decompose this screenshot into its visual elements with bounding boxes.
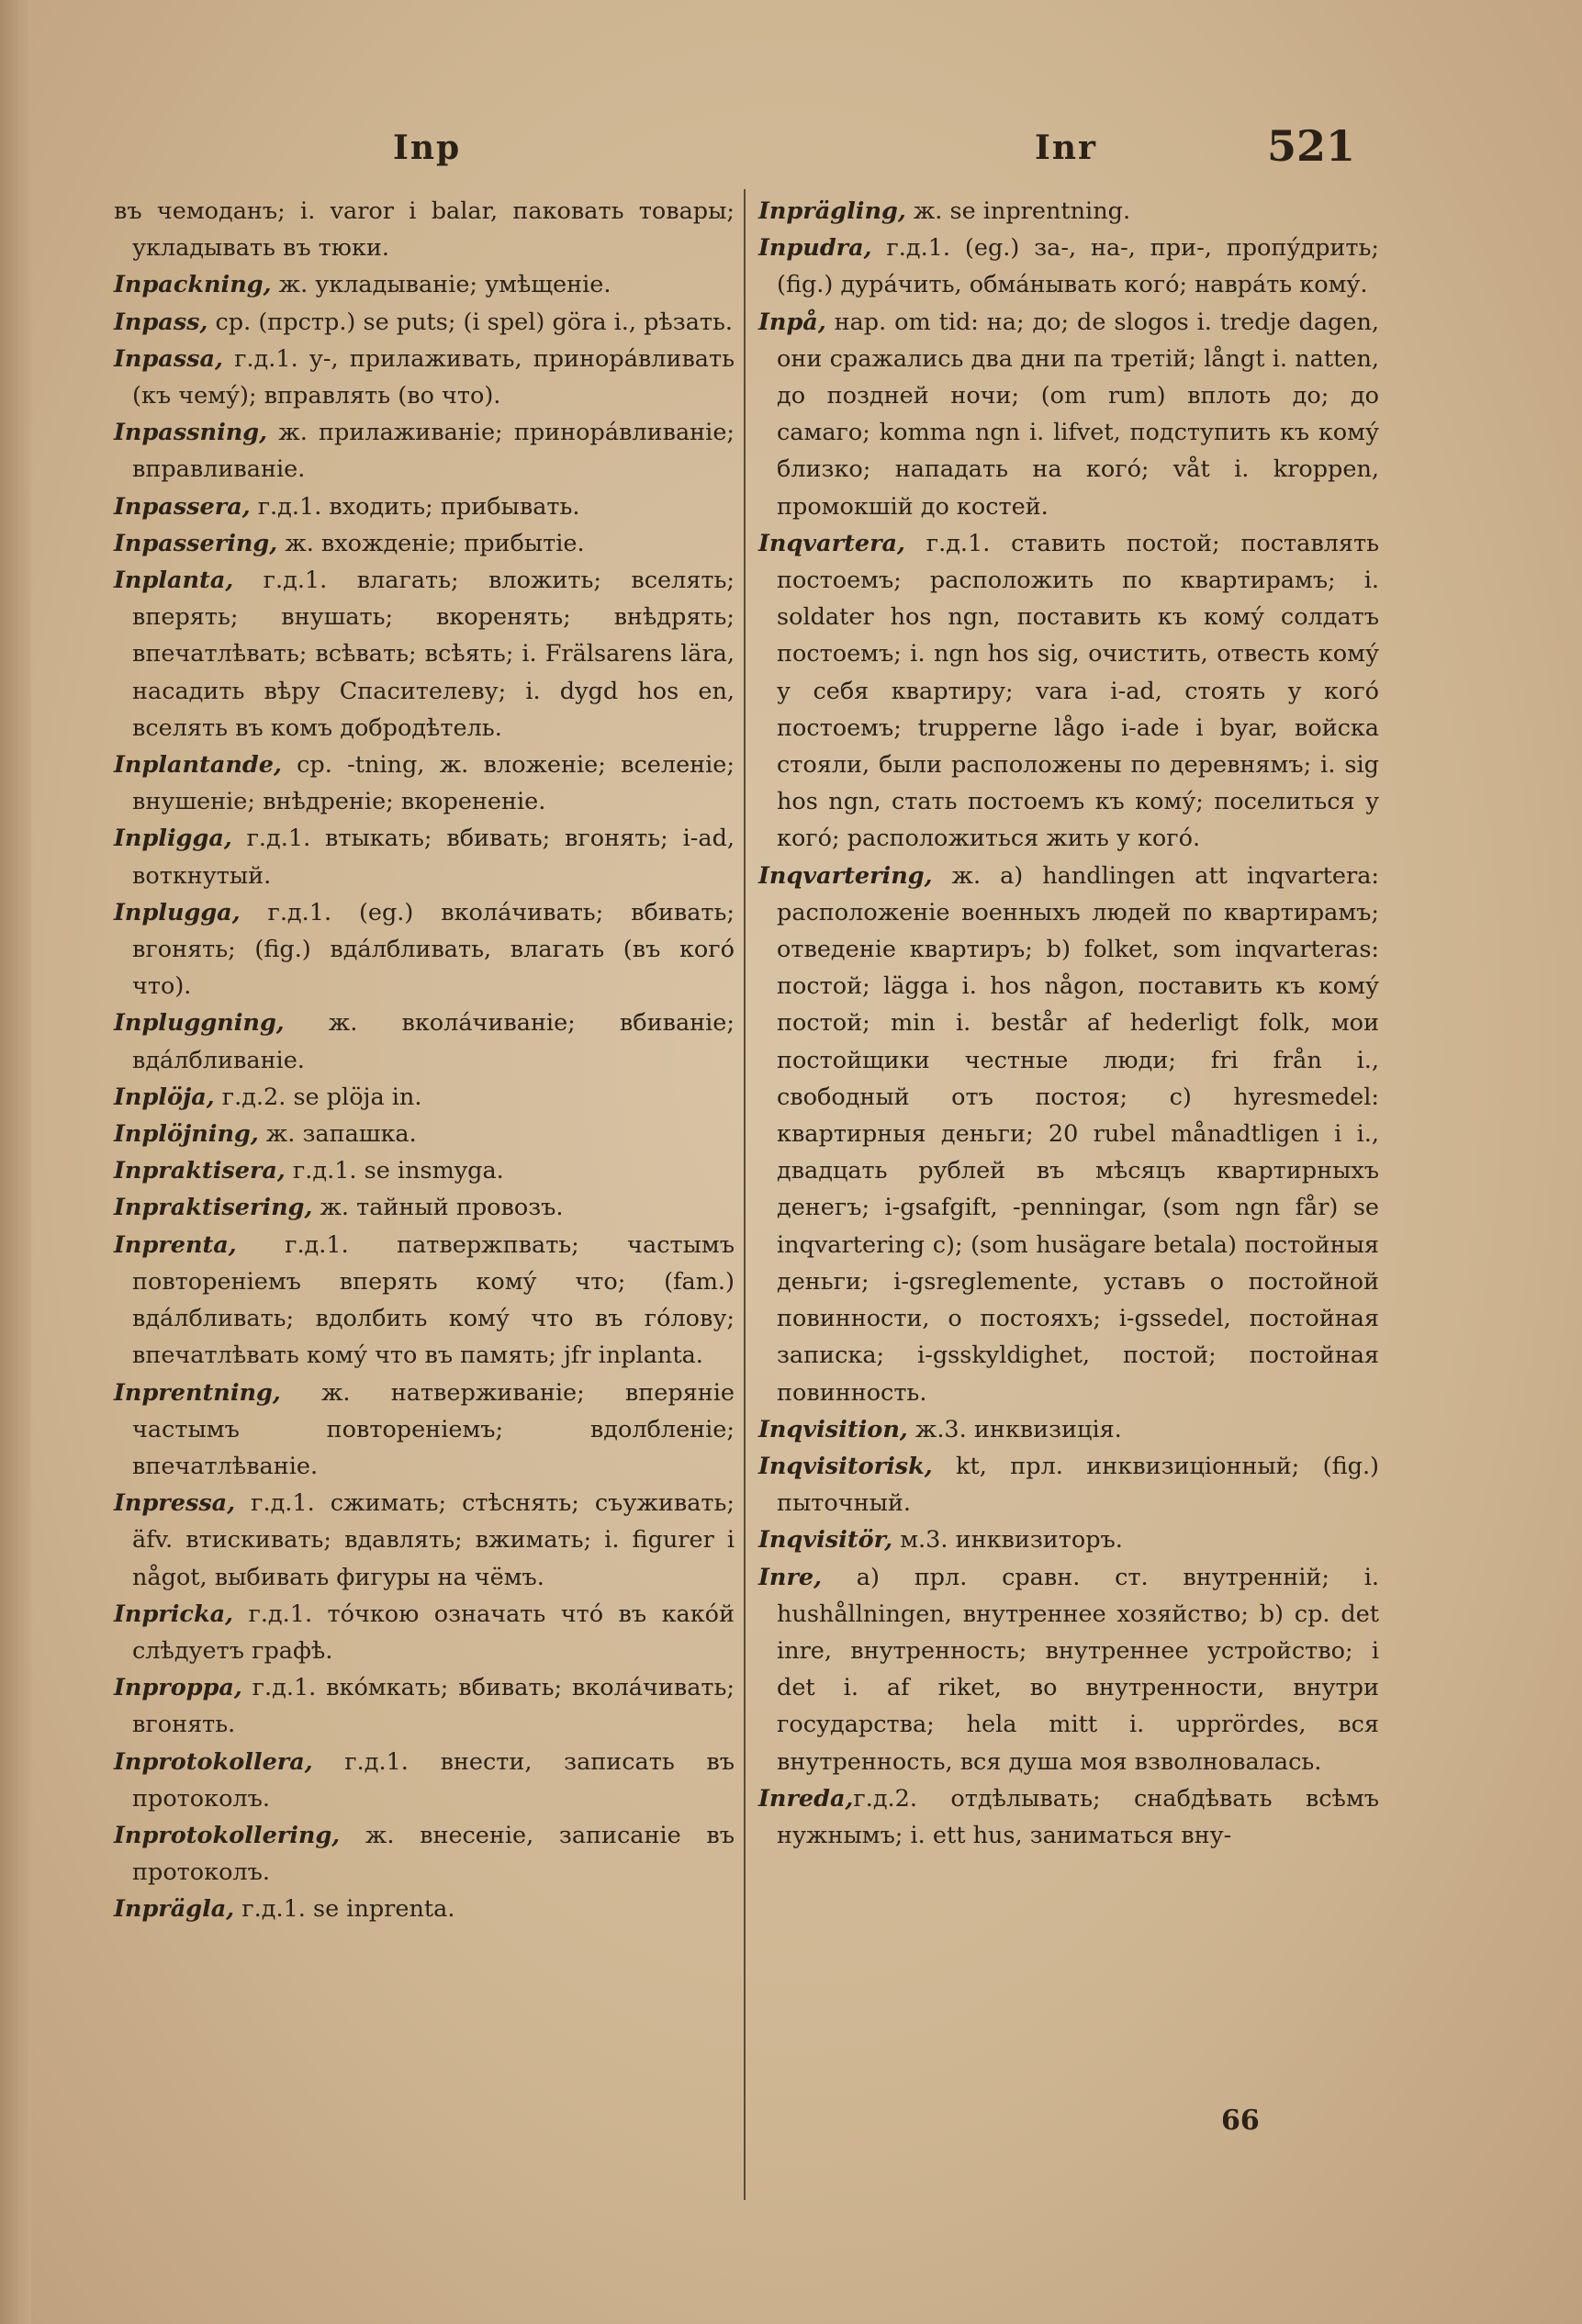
entry-definition: г.д.1. входить; прибывать.	[250, 492, 580, 521]
entry-definition: ж. внесеніе, записаніе въ протоколъ.	[132, 1821, 735, 1887]
entry-headword: Inpassering,	[114, 529, 278, 557]
entry-headword: Inplöja,	[114, 1083, 215, 1111]
dictionary-entry	[758, 1521, 1379, 1558]
entry-definition: ж.3. инквизиція.	[907, 1415, 1122, 1443]
entry-definition: ж. прилаживаніе; принора́вливаніе; вправливаніе.	[132, 419, 735, 484]
entry-headword: Inqvisitör,	[758, 1526, 893, 1555]
dictionary-entry	[114, 1669, 735, 1743]
dictionary-entry	[114, 1227, 735, 1375]
dictionary-entry	[114, 1079, 735, 1116]
dictionary-entry	[114, 820, 735, 893]
entry-headword: Inpraktisering,	[114, 1194, 313, 1222]
entry-definition: г.д.1. se inprenta.	[234, 1895, 455, 1924]
entry-definition: kt, прл. инквизиціонный; (fig.) пыточный.	[777, 1452, 1379, 1518]
dictionary-entry	[114, 1891, 735, 1927]
entry-definition: ср. -tning, ж. вложеніе; вселеніе; внушеніе; внѣдреніе; вкорененіе.	[132, 751, 735, 816]
entry-headword: Inqvisition,	[758, 1415, 908, 1443]
dictionary-entry	[758, 525, 1379, 858]
entry-headword: Inpassera,	[114, 492, 251, 521]
entry-definition: ж. запашка.	[258, 1120, 417, 1149]
dictionary-entry	[114, 1116, 735, 1152]
dictionary-entry	[758, 1448, 1379, 1521]
dictionary-entry	[114, 894, 735, 1005]
dictionary-entry	[758, 1780, 1379, 1854]
entry-headword: Inqvartera,	[758, 529, 905, 557]
entry-definition: г.д.1. патвержпвать; частымъ повтореніемъ вперять кому́ что; (fam.) вда́лбливать; вдолбить кому́ что въ го́лову; впечатлѣвать кому́ что въ память; jfr inplanta.	[132, 1230, 735, 1370]
dictionary-entry	[114, 1152, 735, 1189]
entry-headword: Inpligga,	[114, 825, 232, 853]
entry-definition: г.д.1. ставить постой; поставлять постоемъ; расположить по квартирамъ; i. soldater hos ngn, поставить къ кому́ солдатъ постоемъ; i. ngn hos sig, очистить, отвесть кому́ у себя квартиру; vara i-ad, стоять у кого́ постоемъ; trupperne lågo i-ade i byar, войска стояли, были расположены по деревнямъ; i. sig hos ngn, стать постоемъ къ кому́; поселиться у кого́; расположиться жить у кого́.	[777, 529, 1379, 853]
dictionary-entry	[114, 488, 735, 525]
entry-headword: Inqvartering,	[758, 861, 933, 890]
entry-headword: Inre,	[758, 1563, 823, 1591]
dictionary-entry	[758, 858, 1379, 1411]
entry-headword: Inpricka,	[114, 1600, 234, 1628]
entry-definition: ж. укладываніе; умѣщеніе.	[271, 271, 611, 299]
dictionary-entry	[114, 304, 735, 341]
entry-headword: Inprägling,	[758, 197, 906, 225]
entry-definition: ж. вкола́чиваніе; вбиваніе; вда́лбливаніе.	[132, 1009, 735, 1074]
entry-definition: г.д.1. внести, записать въ протоколъ.	[132, 1747, 735, 1813]
entry-definition: г.д.1. влагать; вложить; вселять; вперять; внушать; вкоренять; внѣдрять; впечатлѣвать; всѣвать; всѣять; i. Frälsarens lära, насадить вѣру Спасителеву; i. dygd hos en, вселять въ комъ добродѣтель.	[132, 567, 735, 742]
header-right-guide-word: Inr	[1035, 129, 1097, 167]
dictionary-entry	[758, 304, 1379, 525]
entry-headword: Inpass,	[114, 308, 208, 336]
entry-headword: Inreda,	[758, 1784, 854, 1813]
entry-definition: ж. натверживаніе; вперяніе частымъ повтореніемъ; вдолбленіе; впечатлѣваніе.	[132, 1378, 735, 1480]
entry-definition: г.д.1. (eg.) за-, на-, при-, пропу́дрить; (fig.) дура́чить, обма́нывать кого́; навра́ть кому́.	[777, 234, 1379, 299]
entry-definition: a) прл. сравн. ст. внутренній; i. hushållningen, внутреннее хозяйство; b) ср. det inre, внутренность; внутреннее устройство; i det i. af riket, во внутренности, внутри государства; hela mitt i. upprördes, вся внутренность, вся душа моя взволновалась.	[777, 1563, 1379, 1776]
entry-headword: Inpassning,	[114, 419, 268, 447]
page-binding-edge	[0, 0, 31, 2324]
entry-definition: г.д.2. se plöja in.	[214, 1083, 422, 1111]
entry-definition: г.д.1. вко́мкать; вбивать; вкола́чивать; вгонять.	[132, 1674, 735, 1739]
entry-definition: ж. se inprentning.	[905, 197, 1131, 225]
entry-definition: г.д.1. у-, прилаживать, принора́вливать (къ чему́); вправлять (во что).	[132, 344, 735, 410]
dictionary-entry	[758, 193, 1379, 230]
header-left-guide-word: Inp	[393, 129, 462, 167]
dictionary-entry	[758, 230, 1379, 303]
signature-mark: 66	[1221, 2105, 1260, 2137]
entry-definition: г.д.1. сжимать; стѣснять; съуживать; äfv. втискивать; вдавлять; вжимать; i. figurer i något, выбивать фигуры на чёмъ.	[132, 1489, 735, 1591]
entry-headword: Inprägla,	[114, 1895, 235, 1924]
dictionary-entry	[758, 1559, 1379, 1780]
page-number: 521	[1267, 121, 1356, 171]
dictionary-entry	[758, 1411, 1379, 1448]
dictionary-entry	[114, 414, 735, 488]
entry-headword: Inpackning,	[114, 271, 272, 299]
entry-headword: Inpluggning,	[114, 1009, 285, 1038]
entry-definition: г.д.1. se insmyga.	[285, 1157, 504, 1185]
dictionary-entry	[114, 747, 735, 820]
entry-definition: г.д.1. втыкать; вбивать; вгонять; i-ad, воткнутый.	[132, 825, 735, 890]
dictionary-entry	[114, 1375, 735, 1486]
left-column	[114, 193, 735, 1928]
dictionary-entry	[114, 1189, 735, 1226]
entry-definition: ж. тайный провозъ.	[312, 1194, 564, 1222]
entry-headword: Inproppa,	[114, 1674, 242, 1702]
dictionary-entry	[114, 1485, 735, 1596]
dictionary-entry	[114, 266, 735, 303]
dictionary-entry	[114, 562, 735, 747]
entry-headword: Inprotokollera,	[114, 1747, 313, 1776]
entry-definition: нар. om tid: на; до; de slogos i. tredje dagen, они сражались два дни па третій; långt i. natten, до поздней ночи; (om rum) вплоть до; до самаго; komma ngn i. lifvet, подступить къ кому́ близко; нападать на кого́; våt i. kroppen, промокшій до костей.	[777, 308, 1379, 521]
entry-headword: Inqvisitorisk,	[758, 1452, 933, 1480]
entry-definition: м.3. инквизиторъ.	[892, 1526, 1123, 1555]
entry-definition: г.д.1. то́чкою означать что́ въ како́й слѣдуетъ графѣ.	[132, 1600, 735, 1665]
entry-headword: Inpraktisera,	[114, 1157, 286, 1185]
dictionary-entry	[114, 193, 735, 266]
entry-headword: Inplanta,	[114, 567, 234, 595]
dictionary-entry	[114, 1596, 735, 1669]
entry-definition: г.д.2. отдѣлывать; снабдѣвать всѣмъ нужнымъ; i. ett hus, заниматься вну-	[777, 1784, 1379, 1849]
entry-headword: Inpå,	[758, 308, 826, 336]
entry-headword: Inpassa,	[114, 344, 223, 373]
page-header	[0, 121, 1582, 176]
entry-headword: Inplöjning,	[114, 1120, 259, 1149]
dictionary-entry	[114, 1817, 735, 1891]
column-divider	[744, 189, 746, 2200]
dictionary-entry	[114, 1005, 735, 1078]
dictionary-entry	[114, 525, 735, 562]
dictionary-entry	[114, 1744, 735, 1817]
entry-headword: Inprentning,	[114, 1378, 281, 1407]
entry-headword: Inplantande,	[114, 751, 282, 780]
entry-headword: Inprenta,	[114, 1230, 237, 1259]
entry-headword: Inpudra,	[758, 234, 872, 263]
right-column	[758, 193, 1379, 1854]
entry-definition: ср. (прстр.) se puts; (i spel) göra i., рѣзать.	[208, 308, 734, 336]
entry-headword: Inprotokollering,	[114, 1821, 341, 1849]
entry-headword: Inplugga,	[114, 898, 241, 926]
entry-definition: въ чемоданъ; i. varor i balar, паковать товары; укладывать въ тюки.	[114, 197, 735, 263]
dictionary-entry	[114, 341, 735, 414]
entry-headword: Inpressa,	[114, 1489, 236, 1518]
entry-definition: ж. вхожденіе; прибытіе.	[277, 529, 585, 557]
entry-definition: ж. a) handlingen att inqvartera: расположеніе военныхъ людей по квартирамъ; отведеніе квартиръ; b) folket, som inqvarteras: постой; lägga i. hos någon, поставить къ кому́ постой; min i. består af hederligt folk, мои постойщики честные люди; fri från i., свободный отъ постоя; c) hyresmedel: квартирныя деньги; 20 rubel månadtligen i i., двадцать рублей въ мѣсяцъ квартирныхъ денегъ; i-gsafgift, -penningar, (som ngn får) se inqvartering c); (som husägare betala) постойныя деньги; i-gsreglemente, уставъ о постойной повинности, о постояхъ; i-gssedel, постойная записка; i-gsskyldighet, постой; постойная повинность.	[777, 861, 1379, 1407]
entry-definition: г.д.1. (eg.) вкола́чивать; вбивать; вгонять; (fig.) вда́лбливать, влагать (въ кого́ что).	[132, 898, 735, 1001]
